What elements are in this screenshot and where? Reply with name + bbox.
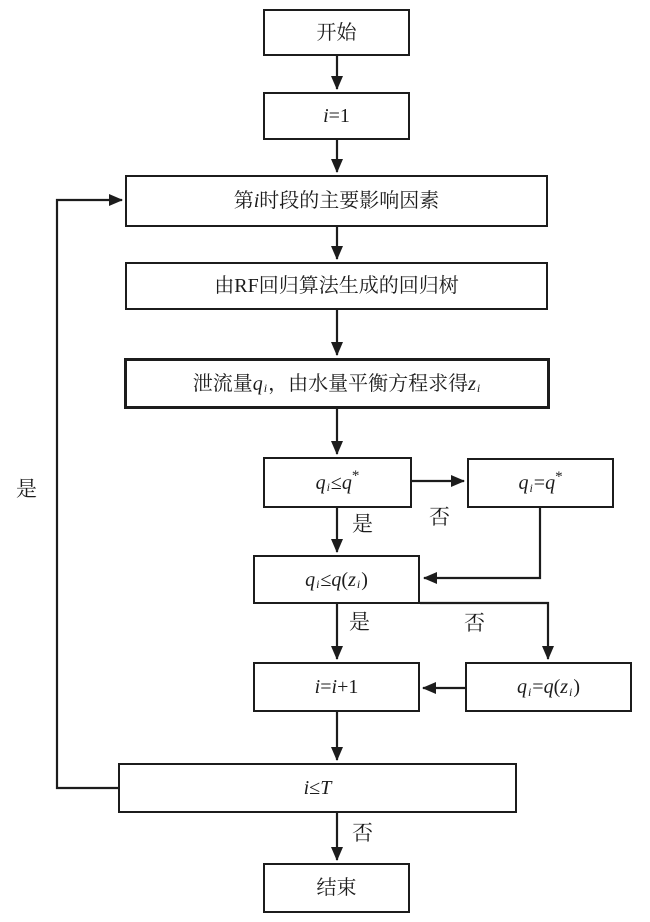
end-box: 结束 (263, 863, 410, 913)
edge-label-yes-loop: 是 (16, 477, 37, 501)
rf-tree-box: 由RF回归算法生成的回归树 (125, 262, 548, 310)
edge-label-yes-qz: 是 (349, 610, 370, 634)
qz-set-box: q i = q ( z i ) (465, 662, 632, 712)
qstar-set-box: q i = q * (467, 458, 614, 508)
edge-label-no-final: 否 (352, 821, 373, 845)
edge-label-no-qstar: 否 (429, 505, 450, 529)
arrow-t-check-loop-yes (57, 200, 122, 788)
t-check-box: i ≤ T (118, 763, 517, 813)
discharge-box: 泄流量 q i ，由水量平衡方程求得 z i (124, 358, 550, 409)
factors-box: 第 i 时段的主要影响因素 (125, 175, 548, 227)
increment-box: i = i +1 (253, 662, 420, 712)
start-box: 开始 (263, 9, 410, 56)
qz-check-box: q i ≤ q ( z i ) (253, 555, 420, 604)
init-i-box: i =1 (263, 92, 410, 140)
edge-label-no-qz: 否 (464, 611, 485, 635)
qstar-check-box: q i ≤ q * (263, 457, 412, 508)
edge-label-yes-qstar: 是 (352, 512, 373, 536)
